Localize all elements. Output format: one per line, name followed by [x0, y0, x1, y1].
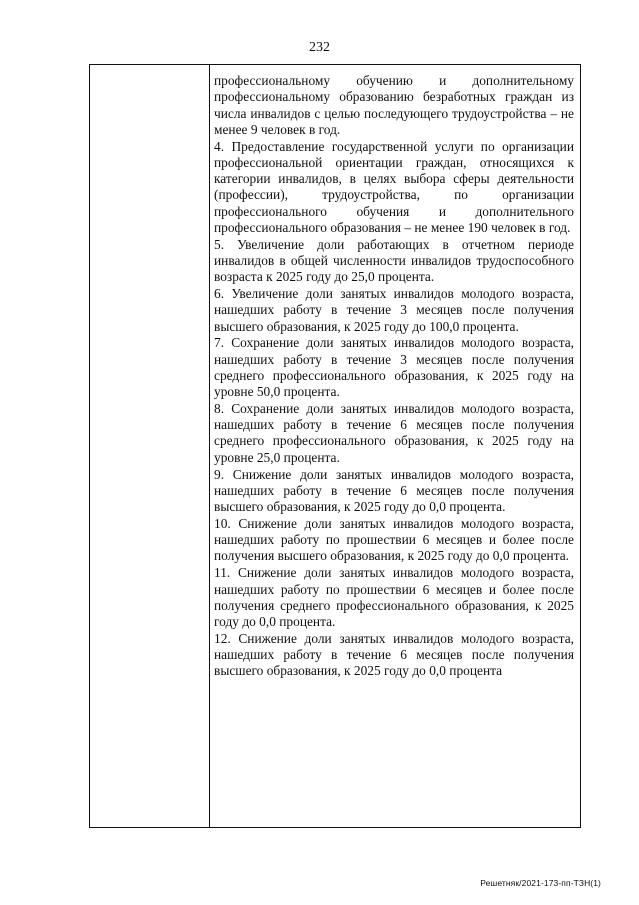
paragraph-item-4: 4. Предоставление государственной услуги по организации профессиональной ориентации граждан, относящихся к категории инвалидов, в целях выбора сферы деятельности (профессии), трудоустройства, по организации профессионального обучения и дополнительного профессионального образования – не менее 190 человек в год. — [214, 138, 574, 235]
paragraph-item-9: 9. Снижение доли занятых инвалидов молодого возраста, нашедших работу в течение 6 месяцев после получения высшего образования, к 2025 году до 0,0 процента. — [214, 466, 574, 515]
paragraph-item-11: 11. Снижение доли занятых инвалидов молодого возраста, нашедших работу по прошествии 6 месяцев и более после получения среднего профессионального образования, к 2025 году до 0,0 процента. — [214, 565, 574, 629]
footer-document-code: Решетняк/2021-173-пп-ТЗН(1) — [480, 878, 601, 888]
page-number: 232 — [309, 40, 330, 55]
paragraph-item-5: 5. Увеличение доли работающих в отчетном периоде инвалидов в общей численности инвалидов трудоспособного возраста к 2025 году до 25,0 процента. — [214, 236, 574, 285]
paragraph-item-7: 7. Сохранение доли занятых инвалидов молодого возраста, нашедших работу в течение 3 месяцев после получения среднего профессионального образования, к 2025 году на уровне 50,0 процента. — [214, 335, 574, 400]
paragraph-item-12: 12. Снижение доли занятых инвалидов молодого возраста, нашедших работу в течение 6 месяцев после получения высшего образования, к 2025 году до 0,0 процента — [214, 630, 574, 679]
paragraph-item-10: 10. Снижение доли занятых инвалидов молодого возраста, нашедших работу по прошествии 6 месяцев и более после получения высшего образования, к 2025 году до 0,0 процента. — [214, 515, 574, 564]
column-divider — [209, 65, 210, 827]
paragraph-continuation: профессиональному обучению и дополнительному профессиональному образованию безработных граждан из числа инвалидов с целью последующего трудоустройства – не менее 9 человек в год. — [214, 73, 574, 137]
document-table — [89, 64, 581, 828]
paragraph-item-8: 8. Сохранение доли занятых инвалидов молодого возраста, нашедших работу в течение 6 месяцев после получения среднего профессионального образования, к 2025 году на уровне 25,0 процента. — [214, 400, 574, 465]
table-right-cell — [214, 73, 574, 680]
paragraph-item-6: 6. Увеличение доли занятых инвалидов молодого возраста, нашедших работу в течение 3 месяцев после получения высшего образования, к 2025 году до 100,0 процента. — [214, 286, 574, 334]
